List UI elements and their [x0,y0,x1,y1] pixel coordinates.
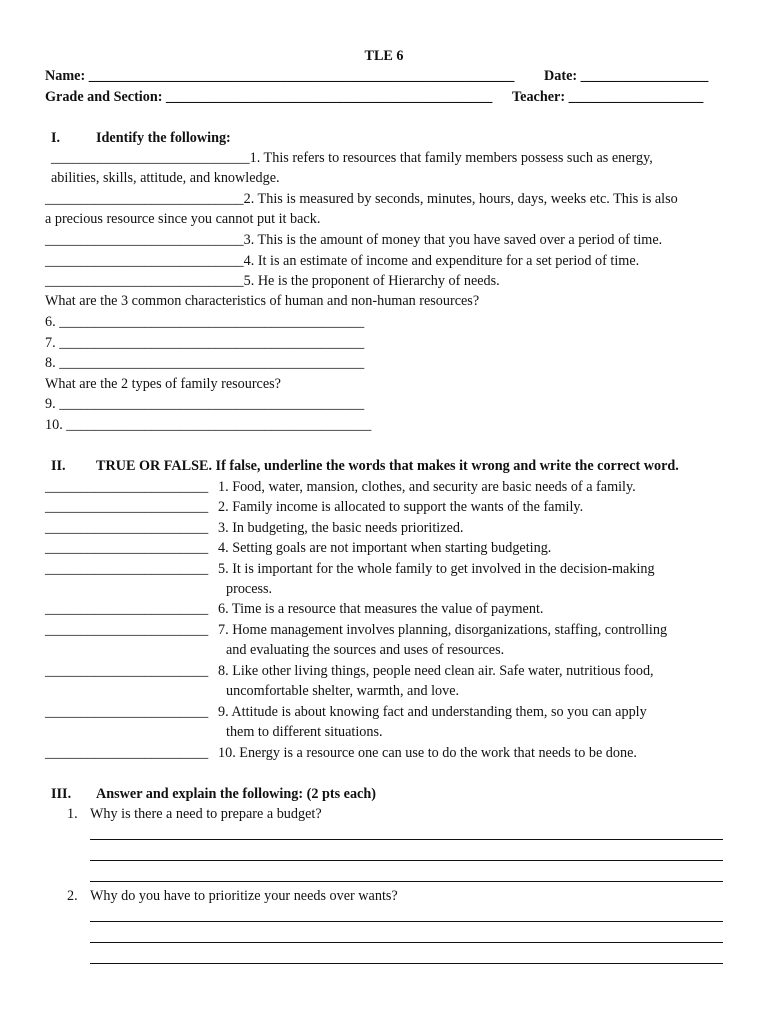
answer-line[interactable] [90,860,723,861]
answer-blank-10[interactable]: 10. ___________________________________________ [45,417,372,433]
tf-item-10: 10. Energy is a resource one can use to do the work that needs to be done. [218,745,637,761]
tf-answer-blank[interactable]: _______________________ [45,704,209,720]
tf-item-1: 1. Food, water, mansion, clothes, and security are basic needs of a family. [218,479,636,495]
identify-item-3[interactable]: ____________________________3. This is the amount of money that you have saved over a period of time. [45,232,663,248]
tf-answer-blank[interactable]: _______________________ [45,520,209,536]
answer-line[interactable] [90,921,723,922]
identify-item-1-cont: abilities, skills, attitude, and knowledge. [51,170,280,186]
tf-answer-blank[interactable]: _______________________ [45,601,209,617]
tf-item-2: 2. Family income is allocated to support the wants of the family. [218,499,584,515]
tf-answer-blank[interactable]: _______________________ [45,663,209,679]
answer-line[interactable] [90,881,723,882]
identify-item-2-cont: a precious resource since you cannot put it back. [45,211,321,227]
family-resources-question: What are the 2 types of family resources? [45,376,281,392]
question-2-number: 2. [67,888,78,904]
answer-blank-8[interactable]: 8. ___________________________________________ [45,355,365,371]
tf-item-4: 4. Setting goals are not important when starting budgeting. [218,540,552,556]
part3-numeral: III. [51,786,72,802]
part1-heading: Identify the following: [96,130,231,146]
characteristics-question: What are the 3 common characteristics of human and non-human resources? [45,293,480,309]
tf-item-8-cont: uncomfortable shelter, warmth, and love. [226,683,460,699]
tf-item-7: 7. Home management involves planning, disorganizations, staffing, controlling [218,622,668,638]
part1-numeral: I. [51,130,61,146]
grade-section-field[interactable]: Grade and Section: ______________________________________________ [45,89,493,105]
part2-numeral: II. [51,458,66,474]
teacher-field[interactable]: Teacher: ___________________ [512,89,704,105]
tf-answer-blank[interactable]: _______________________ [45,499,209,515]
tf-item-5-cont: process. [226,581,273,597]
date-field[interactable]: Date: __________________ [544,68,709,84]
answer-blank-9[interactable]: 9. ___________________________________________ [45,396,365,412]
answer-line[interactable] [90,839,723,840]
identify-item-1[interactable]: ____________________________1. This refers to resources that family members possess such as energy, [51,150,653,166]
tf-answer-blank[interactable]: _______________________ [45,745,209,761]
part3-heading: Answer and explain the following: (2 pts each) [96,786,376,802]
answer-blank-6[interactable]: 6. ___________________________________________ [45,314,365,330]
question-2-text: Why do you have to prioritize your needs over wants? [90,888,398,904]
tf-item-3: 3. In budgeting, the basic needs prioritized. [218,520,464,536]
answer-line[interactable] [90,963,723,964]
identify-item-2[interactable]: ____________________________2. This is measured by seconds, minutes, hours, days, weeks etc. This is also [45,191,678,207]
tf-answer-blank[interactable]: _______________________ [45,561,209,577]
tf-item-9: 9. Attitude is about knowing fact and understanding them, so you can apply [218,704,647,720]
tf-item-9-cont: them to different situations. [226,724,383,740]
identify-item-4[interactable]: ____________________________4. It is an estimate of income and expenditure for a set period of time. [45,253,640,269]
tf-item-8: 8. Like other living things, people need clean air. Safe water, nutritious food, [218,663,654,679]
tf-answer-blank[interactable]: _______________________ [45,622,209,638]
tf-item-5: 5. It is important for the whole family to get involved in the decision-making [218,561,655,577]
tf-item-7-cont: and evaluating the sources and uses of resources. [226,642,505,658]
name-field[interactable]: Name: ____________________________________________________________ [45,68,515,84]
part2-heading: TRUE OR FALSE. If false, underline the words that makes it wrong and write the correct word. [96,458,679,474]
worksheet-title: TLE 6 [364,48,404,64]
tf-answer-blank[interactable]: _______________________ [45,540,209,556]
answer-line[interactable] [90,942,723,943]
question-1-number: 1. [67,806,78,822]
tf-item-6: 6. Time is a resource that measures the value of payment. [218,601,544,617]
answer-blank-7[interactable]: 7. ___________________________________________ [45,335,365,351]
identify-item-5[interactable]: ____________________________5. He is the proponent of Hierarchy of needs. [45,273,500,289]
tf-answer-blank[interactable]: _______________________ [45,479,209,495]
question-1-text: Why is there a need to prepare a budget? [90,806,322,822]
